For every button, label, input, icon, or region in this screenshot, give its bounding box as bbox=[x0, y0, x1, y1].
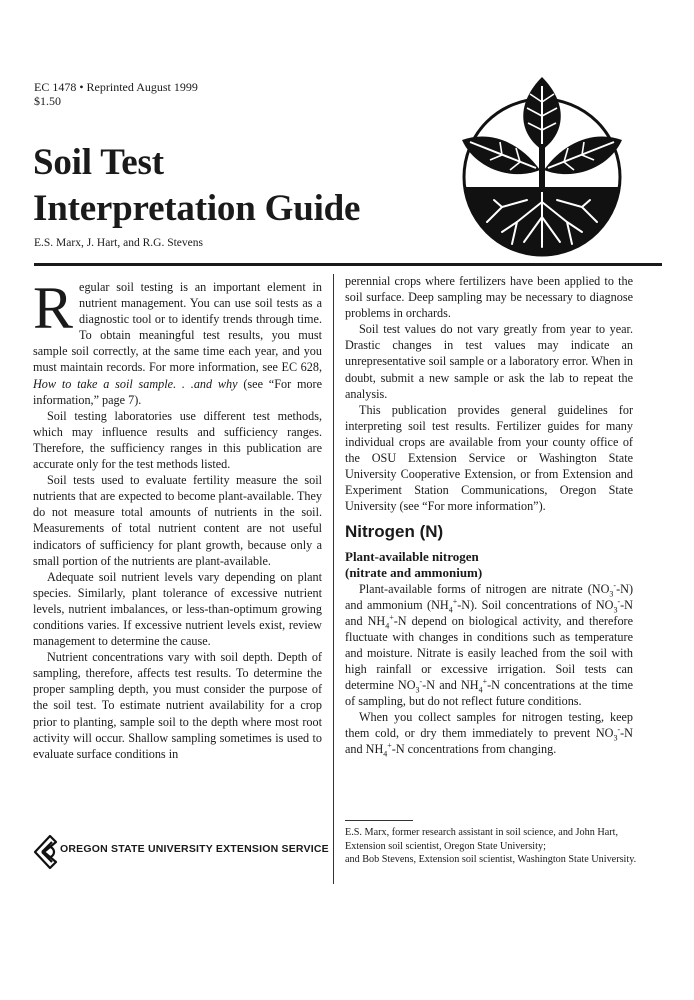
intro-paragraph: Regular soil testing is an important element in nutrient management. You can use soil tests as a diagnostic tool or to identify trends through time. To obtain meaningful test results, you must sample soil correctly, at the same time each year, and you must maintain records. For more information, see EC 628, How to take a soil sample. . .and why (see “For more information,” page 7). bbox=[33, 275, 322, 407]
cited-title: How to take a soil sample. . .and why bbox=[33, 376, 238, 391]
footnote-line: and Bob Stevens, Extension soil scientist, Washington State University. bbox=[345, 854, 637, 866]
left-column bbox=[33, 275, 322, 762]
subheading-line-2: (nitrate and ammonium) bbox=[345, 564, 483, 580]
drop-cap: R bbox=[33, 275, 74, 341]
column-divider bbox=[333, 274, 334, 884]
authors: E.S. Marx, J. Hart, and R.G. Stevens bbox=[34, 237, 203, 249]
publication-meta bbox=[34, 80, 198, 108]
footnote-line: E.S. Marx, former research assistant in soil science, and John Hart, Extension soil scientist, Oregon State University; bbox=[345, 827, 619, 852]
plant-roots-icon bbox=[432, 72, 652, 262]
footnote-divider bbox=[345, 820, 413, 821]
document-title bbox=[33, 140, 360, 232]
paragraph: Plant-available forms of nitrogen are nitrate $(NO_3^--N)$ and ammonium $(NH_4^+-N)$. Soil concentrations of $NO_3^--N$ and $NH_4^+-N$ depend on biological activity, and therefore fluctuate with changes in conditions such as temperature and moisture. Nitrate is easily leached from the soil with high rainfall or excessive irrigation. Soil tests can determine $NO_3^--N$ and $NH_4^+-N$ concentrations at the time of sampling, but do not reflect future conditions. bbox=[345, 580, 634, 709]
osu-extension-name: OREGON STATE UNIVERSITY EXTENSION SERVICE bbox=[60, 843, 329, 855]
author-footnote bbox=[345, 826, 645, 867]
subheading-line-1: Plant-available nitrogen bbox=[345, 548, 479, 564]
header-divider bbox=[34, 263, 662, 266]
title-line-1: Soil Test bbox=[33, 142, 164, 183]
paragraph: When you collect samples for nitrogen testing, keep them cold, or dry them immediately to prevent $NO_3^--N$ and $NH_4^+-N$ concentrations from changing. bbox=[345, 710, 633, 759]
paragraph: This publication provides general guidelines for interpreting soil test results. Fertilizer guides for many individual crops are available from your county office of the OSU Extension Service or Washington State University Cooperative Extension, or from Extension and Experiment Station Communications, Oregon State University (see “For more information”). bbox=[345, 402, 633, 514]
paragraph: perennial crops where fertilizers have been applied to the soil surface. Deep sampling may be necessary to diagnose problems in orchards. bbox=[345, 274, 633, 321]
paragraph: Soil testing laboratories use different test methods, which may influence results and sufficiency ranges. Therefore, the sufficiency ranges in this publication are accurate only for the test methods listed. bbox=[33, 408, 322, 472]
paragraph: Adequate soil nutrient levels vary depending on plant species. Similarly, plant tolerance of excessive nutrient levels, nutrient imbalances, or less-than-optimum growing conditions varies. If excessive nutrient levels exist, review management to determine the cause. bbox=[33, 569, 322, 649]
publication-price: $1.50 bbox=[34, 94, 61, 108]
title-line-2: Interpretation Guide bbox=[33, 188, 361, 229]
paragraph: Soil test values do not vary greatly from year to year. Drastic changes in test values may indicate an unrepresentative soil sample or a laboratory error. When in doubt, submit a new sample or ask the lab to repeat the analysis. bbox=[345, 322, 633, 401]
right-column bbox=[345, 273, 633, 758]
section-heading-nitrogen: Nitrogen (N) bbox=[345, 522, 444, 542]
paragraph: Nutrient concentrations vary with soil depth. Depth of sampling, therefore, affects test results. To determine the proper sampling depth, you must consider the purpose of the soil test. To estimate nutrient availability for a crop prior to planting, sample soil to the depth where most root activity will occur. Shallow sampling sometimes is used to evaluate surface conditions in bbox=[33, 650, 322, 761]
paragraph: Soil tests used to evaluate fertility measure the soil nutrients that are expected to become plant-available. They do not measure total amounts of nutrients in the soil. Measurements of total nutrient content are not useful indicators of sufficiency for plant growth, because only a small portion of the nutrients are plant-available. bbox=[33, 473, 322, 568]
publication-number: EC 1478 • Reprinted August 1999 bbox=[34, 80, 198, 94]
